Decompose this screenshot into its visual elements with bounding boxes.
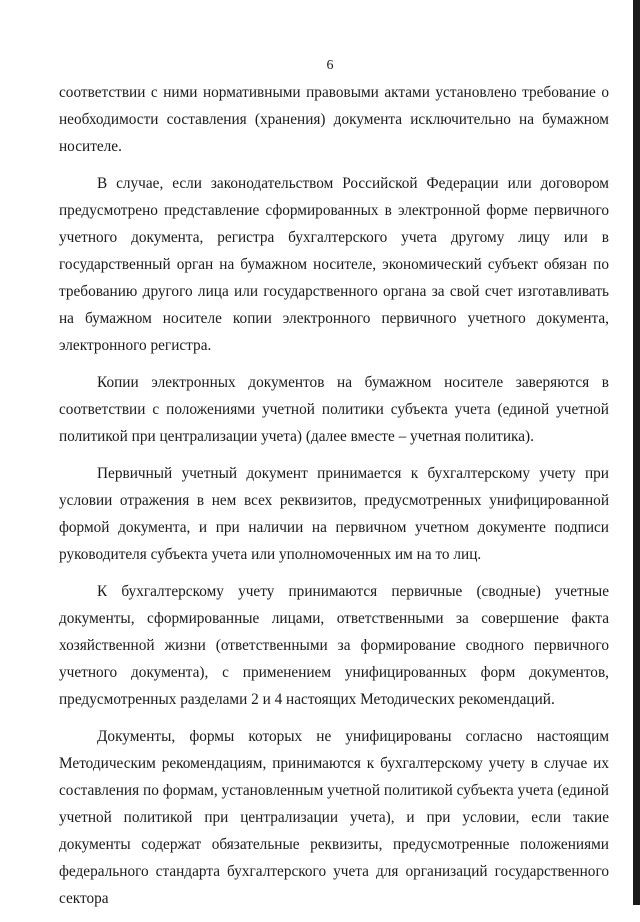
scan-edge	[633, 0, 640, 905]
paragraph-continuation: соответствии с ними нормативными правовыми актами установлено требование о необходимости составления (хранения) документа исключительно на бумажном носителе.	[59, 84, 609, 155]
paragraph-copy-certification: Копии электронных документов на бумажном носителе заверяются в соответствии с положениями учетной политики субъекта учета (единой учетной политикой при централизации учета) (далее вместе – учетная политика).	[59, 374, 609, 445]
document-body	[59, 79, 609, 922]
paragraph-accepted-documents: К бухгалтерскому учету принимаются первичные (сводные) учетные документы, сформированные лицами, ответственными за совершение факта хозяйственной жизни (ответственными за формирование сводного первичного учетного документа), с применением унифицированных форм документов, предусмотренных разделами 2 и 4 настоящих Методических рекомендаций.	[59, 583, 609, 708]
paragraph-primary-document: Первичный учетный документ принимается к бухгалтерскому учету при условии отражения в нем всех реквизитов, предусмотренных унифицированной формой документа, и при наличии на первичном учетном документе подписи руководителя субъекта учета или уполномоченных им на то лиц.	[59, 465, 609, 563]
page-number: 6	[326, 58, 334, 73]
paragraph-electronic-copies: В случае, если законодательством Российской Федерации или договором предусмотрено представление сформированных в электронной форме первичного учетного документа, регистра бухгалтерского учета другому лицу или в государственный орган на бумажном носителе, экономический субъект обязан по требованию другого лица или государственного органа за свой счет изготавливать на бумажном носителе копии электронного первичного учетного документа, электронного регистра.	[59, 175, 609, 354]
paragraph-non-unified-forms: Документы, формы которых не унифицированы согласно настоящим Методическим рекомендациям, принимаются к бухгалтерскому учету в случае их составления по формам, установленным учетной политикой субъекта учета (единой учетной политикой при централизации учета), и при условии, если такие документы содержат обязательные реквизиты, предусмотренные положениями федерального стандарта бухгалтерского учета для организаций государственного сектора	[59, 728, 609, 907]
